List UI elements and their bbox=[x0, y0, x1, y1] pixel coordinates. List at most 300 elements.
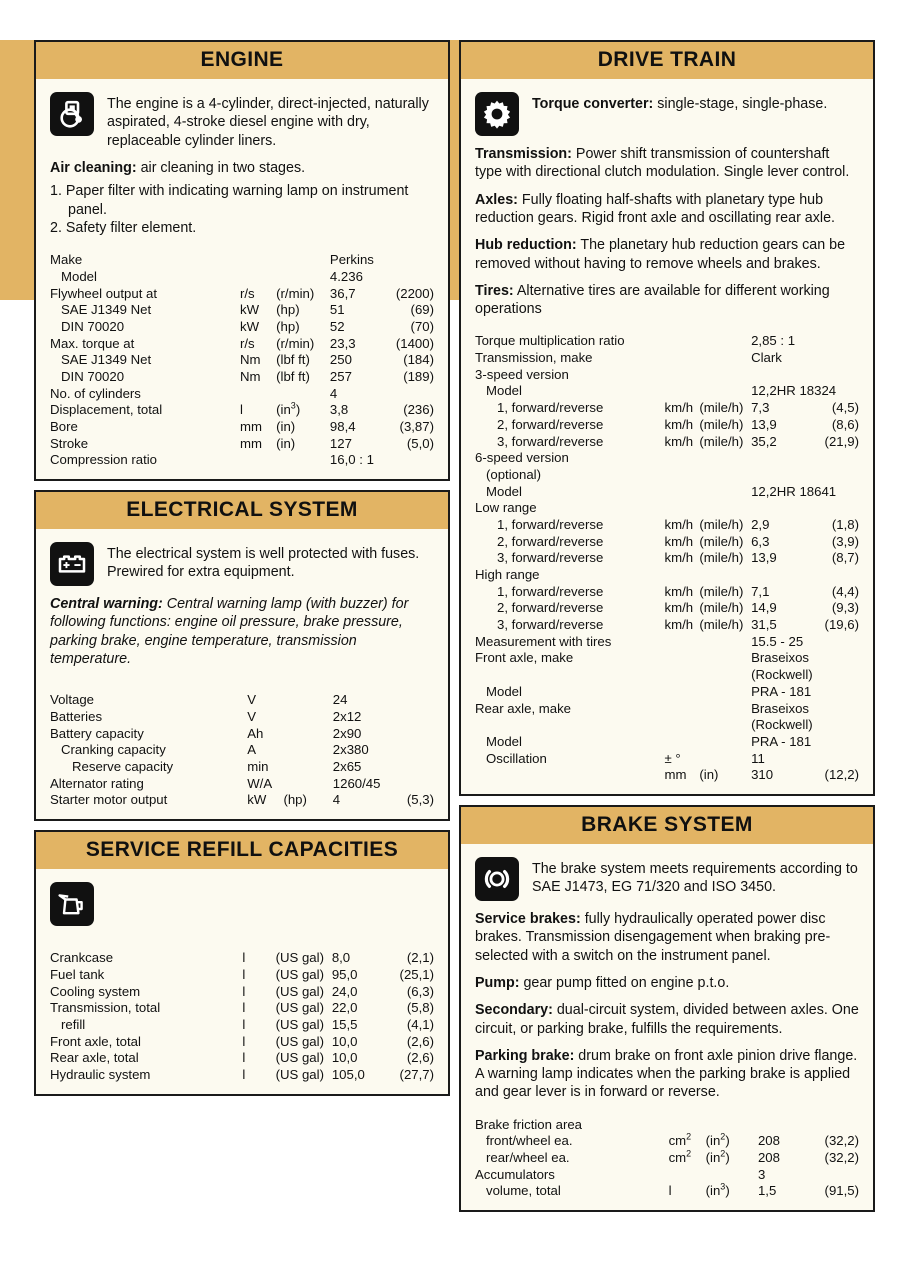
spec-row bbox=[475, 517, 859, 534]
spec-row-unit-metric: kW bbox=[247, 792, 267, 808]
spec-row bbox=[475, 383, 859, 400]
spec-row-value-metric: 6,3 bbox=[751, 533, 770, 549]
service-refill-spec-table bbox=[50, 950, 434, 1084]
spec-row-value-metric: 2x65 bbox=[332, 759, 362, 775]
spec-row bbox=[475, 434, 859, 451]
spec-row bbox=[50, 692, 434, 709]
oil-can-icon bbox=[50, 882, 94, 926]
spec-row-label: Rear axle, total bbox=[50, 1050, 139, 1066]
spec-row-value-metric: 8,0 bbox=[331, 950, 351, 966]
spec-row-label: 6-speed version bbox=[475, 450, 569, 466]
spec-row-unit-metric: $cm^2$ bbox=[668, 1148, 692, 1166]
spec-row bbox=[50, 269, 434, 286]
spec-row-label: No. of cylinders bbox=[50, 385, 141, 401]
spec-row-value-metric: 105,0 bbox=[331, 1066, 365, 1082]
spec-row-unit-imperial: (in) bbox=[699, 767, 719, 783]
spec-row-unit-metric bbox=[665, 634, 700, 651]
spec-row bbox=[50, 452, 434, 469]
spec-row-unit-metric bbox=[665, 467, 700, 484]
spec-row-unit-metric: l bbox=[242, 966, 246, 982]
battery-icon bbox=[50, 542, 94, 586]
spec-row-value-metric: 12,2HR 18324 bbox=[751, 383, 837, 399]
spec-row-label: Model bbox=[61, 268, 97, 284]
spec-row bbox=[475, 701, 859, 718]
spec-row-label: Front axle, make bbox=[475, 650, 574, 666]
spec-row-value-metric: 257 bbox=[329, 368, 352, 384]
spec-row bbox=[50, 776, 434, 793]
spec-row-label: 3-speed version bbox=[475, 366, 569, 382]
spec-row-value-metric: Braseixos bbox=[751, 650, 809, 666]
panel-drive-train bbox=[459, 40, 875, 796]
spec-row-value-metric: Clark bbox=[751, 350, 782, 366]
spec-row-value-imperial bbox=[813, 650, 859, 667]
spec-row-value-imperial: (32,2) bbox=[824, 1150, 859, 1166]
spec-row-unit-imperial bbox=[699, 751, 751, 768]
spec-row-value-metric: 51 bbox=[329, 302, 345, 318]
spec-row-unit-metric bbox=[665, 383, 700, 400]
spec-row-value-imperial bbox=[382, 269, 434, 286]
paragraph-label: Hub reduction: bbox=[475, 237, 577, 254]
spec-row-value-imperial: (19,6) bbox=[824, 617, 859, 633]
spec-row-unit-metric: Ah bbox=[247, 725, 264, 741]
paragraph-text: Fully floating half-shafts with planetary type hub reduction gears. Rigid front axle and oscillating rear axle. bbox=[475, 191, 835, 226]
spec-row-value-metric: 10,0 bbox=[331, 1033, 358, 1049]
spec-row-unit-metric bbox=[665, 333, 700, 350]
spec-row bbox=[475, 667, 859, 684]
spec-row-unit-imperial bbox=[699, 634, 751, 651]
spec-row-unit-metric bbox=[669, 1167, 706, 1184]
spec-row-unit-imperial bbox=[706, 1117, 758, 1134]
panel-title-brake-system: BRAKE SYSTEM bbox=[461, 807, 873, 844]
air-cleaning-text: air cleaning in two stages. bbox=[136, 159, 306, 176]
spec-row-value-imperial: (8,7) bbox=[831, 550, 859, 566]
spec-row-label: Make bbox=[50, 252, 83, 268]
spec-row-value-imperial: (3,9) bbox=[831, 533, 859, 549]
spec-row-label: Hydraulic system bbox=[50, 1066, 151, 1082]
spec-row-unit-metric: km/h bbox=[664, 433, 694, 449]
spec-row bbox=[475, 1150, 859, 1167]
spec-row bbox=[475, 484, 859, 501]
spec-row-unit-metric: V bbox=[247, 708, 257, 724]
spec-row-value-imperial: (5,8) bbox=[406, 1000, 434, 1016]
spec-row-unit-metric bbox=[665, 500, 700, 517]
labelled-paragraph bbox=[475, 974, 859, 992]
spec-row bbox=[475, 584, 859, 601]
panel-body-electrical-system bbox=[36, 529, 448, 819]
spec-row-unit-metric: km/h bbox=[664, 416, 694, 432]
spec-row-value-metric: 15.5 - 25 bbox=[751, 633, 804, 649]
spec-row-unit-metric bbox=[665, 350, 700, 367]
spec-row bbox=[475, 417, 859, 434]
labelled-paragraph bbox=[475, 145, 859, 182]
spec-row-unit-imperial: (in) bbox=[276, 435, 296, 451]
spec-row-unit-metric bbox=[665, 701, 700, 718]
spec-row-unit-metric: km/h bbox=[664, 516, 694, 532]
spec-row-unit-imperial: (mile/h) bbox=[699, 400, 744, 416]
spec-row bbox=[50, 302, 434, 319]
spec-row-value-imperial bbox=[385, 776, 434, 793]
spec-row bbox=[475, 567, 859, 584]
spec-row-value-metric: 16,0 : 1 bbox=[329, 452, 374, 468]
spec-row-unit-metric: min bbox=[247, 759, 269, 775]
spec-row-unit-imperial: (lbf ft) bbox=[276, 352, 310, 368]
spec-row-value-imperial: (69) bbox=[410, 302, 434, 318]
panel-title-service-refill-capacities: SERVICE REFILL CAPACITIES bbox=[36, 832, 448, 869]
spec-row-unit-metric: l bbox=[239, 402, 243, 418]
spec-row-value-metric: 3,8 bbox=[329, 402, 349, 418]
spec-row-value-imperial: (5,3) bbox=[406, 792, 434, 808]
spec-row-value-metric: 4 bbox=[329, 385, 338, 401]
spec-row-label: Voltage bbox=[50, 692, 94, 708]
spec-row-unit-metric: r/s bbox=[239, 285, 255, 301]
spec-row-value-imperial bbox=[382, 386, 434, 403]
paragraph-text: gear pump fitted on engine p.t.o. bbox=[519, 974, 730, 991]
panel-body-engine bbox=[36, 79, 448, 479]
spec-row-unit-imperial bbox=[699, 484, 751, 501]
spec-row-label: DIN 70020 bbox=[61, 318, 125, 334]
spec-row-value-metric: 24 bbox=[332, 692, 348, 708]
spec-row-value-metric: (Rockwell) bbox=[751, 717, 813, 733]
spec-row-value-imperial bbox=[813, 667, 859, 684]
spec-row-label: (optional) bbox=[486, 466, 541, 482]
spec-row-value-metric: 95,0 bbox=[331, 966, 358, 982]
spec-row-unit-imperial bbox=[283, 692, 332, 709]
paragraph-text: Alternative tires are available for different working operations bbox=[475, 282, 830, 318]
spec-row-value-imperial: (91,5) bbox=[824, 1183, 859, 1199]
panel-title-drive-train: DRIVE TRAIN bbox=[461, 42, 873, 79]
spec-row-label: Brake friction area bbox=[475, 1116, 583, 1132]
engine-air-cleaning-list bbox=[50, 182, 434, 237]
spec-row-value-imperial: (236) bbox=[403, 402, 434, 418]
spec-row-unit-metric: km/h bbox=[664, 550, 694, 566]
spec-row-label: Transmission, total bbox=[50, 1000, 161, 1016]
spec-row-unit-metric bbox=[240, 252, 276, 269]
spec-row-value-metric: 3 bbox=[757, 1166, 766, 1182]
spec-row-label: 2, forward/reverse bbox=[497, 416, 604, 432]
spec-row-value-imperial: (4,4) bbox=[831, 583, 859, 599]
spec-row bbox=[475, 600, 859, 617]
labelled-paragraph bbox=[475, 236, 859, 273]
spec-row-label: Torque multiplication ratio bbox=[475, 333, 625, 349]
spec-row-label: Model bbox=[486, 383, 522, 399]
spec-row-value-metric: Perkins bbox=[329, 252, 374, 268]
spec-row-unit-imperial bbox=[699, 350, 751, 367]
labelled-paragraph bbox=[475, 191, 859, 228]
spec-row-label bbox=[475, 717, 665, 734]
engine-intro-block bbox=[50, 92, 434, 150]
spec-row-unit-metric: km/h bbox=[664, 600, 694, 616]
spec-row-value-metric: 2x380 bbox=[332, 742, 369, 758]
spec-row-value-metric: 98,4 bbox=[329, 419, 356, 434]
spec-row-unit-imperial: (US gal) bbox=[275, 1016, 324, 1032]
spec-row-unit-imperial bbox=[699, 500, 751, 517]
spec-row-label: Accumulators bbox=[475, 1166, 555, 1182]
spec-row-unit-imperial bbox=[699, 684, 751, 701]
spec-row-value-imperial bbox=[382, 252, 434, 269]
spec-row-label: Transmission, make bbox=[475, 350, 593, 366]
spec-row-label: Starter motor output bbox=[50, 792, 168, 808]
spec-row-label: Cooling system bbox=[50, 983, 141, 999]
spec-row-unit-imperial bbox=[699, 467, 751, 484]
spec-row bbox=[50, 352, 434, 369]
spec-row bbox=[475, 1167, 859, 1184]
spec-row-label: SAE J1349 Net bbox=[61, 352, 152, 368]
spec-row-value-metric: 10,0 bbox=[331, 1050, 358, 1066]
spec-row bbox=[475, 350, 859, 367]
spec-row-value-metric: 127 bbox=[329, 435, 352, 451]
spec-row-unit-imperial bbox=[706, 1167, 758, 1184]
list-item: 2. Safety filter element. bbox=[50, 219, 197, 236]
spec-row-value-metric: 2x90 bbox=[332, 725, 362, 741]
engine-spec-table bbox=[50, 252, 434, 469]
spec-row bbox=[475, 717, 859, 734]
paragraph-label: Tires: bbox=[475, 282, 514, 299]
spec-row-value-imperial bbox=[385, 742, 434, 759]
spec-row-label: Front axle, total bbox=[50, 1033, 141, 1049]
spec-row-unit-imperial: $(in^2)$ bbox=[705, 1148, 730, 1166]
spec-row-value-metric: 4 bbox=[332, 792, 341, 808]
service-intro-block bbox=[50, 882, 434, 926]
spec-row-unit-metric bbox=[665, 684, 700, 701]
left-column bbox=[34, 40, 450, 1096]
brake-spec-table bbox=[475, 1117, 859, 1200]
spec-row-unit-imperial: (US gal) bbox=[275, 1000, 324, 1016]
spec-row-unit-metric: Nm bbox=[239, 352, 261, 368]
spec-row-unit-imperial bbox=[283, 759, 332, 776]
spec-row-value-imperial bbox=[813, 751, 859, 768]
spec-row-value-metric: Braseixos bbox=[751, 700, 809, 716]
spec-row-value-imperial bbox=[813, 500, 859, 517]
brake-paragraphs bbox=[475, 910, 859, 1102]
list-item: 1. Paper filter with indicating warning lamp on instrument panel. bbox=[50, 183, 409, 218]
spec-row-label: Alternator rating bbox=[50, 775, 144, 791]
spec-row-value-imperial: (1400) bbox=[395, 335, 434, 351]
spec-row-value-imperial: (21,9) bbox=[824, 433, 859, 449]
spec-row-unit-imperial bbox=[283, 742, 332, 759]
spec-row-unit-metric bbox=[665, 567, 700, 584]
paragraph-label: Service brakes: bbox=[475, 911, 581, 928]
spec-row-unit-metric: $cm^2$ bbox=[668, 1132, 692, 1149]
spec-row-label: volume, total bbox=[486, 1183, 561, 1199]
two-column-layout bbox=[34, 40, 875, 1252]
spec-row-label bbox=[475, 667, 665, 684]
engine-piston-icon bbox=[50, 92, 94, 136]
spec-row-value-imperial: (9,3) bbox=[831, 600, 859, 616]
spec-row-unit-imperial: (US gal) bbox=[275, 1050, 324, 1066]
brake-intro-text: The brake system meets requirements according to SAE J1473, EG 71/320 and ISO 3450. bbox=[532, 861, 858, 896]
spec-row-value-imperial: (3,87) bbox=[399, 419, 434, 434]
spec-row-unit-metric bbox=[665, 667, 700, 684]
spec-row-unit-imperial bbox=[276, 452, 330, 469]
spec-row-unit-metric: l bbox=[668, 1183, 672, 1199]
spec-row-label: Rear axle, make bbox=[475, 700, 572, 716]
spec-row-unit-imperial bbox=[699, 734, 751, 751]
panel-body-brake-system bbox=[461, 844, 873, 1210]
spec-row bbox=[50, 742, 434, 759]
spec-row bbox=[475, 333, 859, 350]
spec-row-unit-metric bbox=[669, 1117, 706, 1134]
drivetrain-intro-block bbox=[475, 92, 859, 136]
spec-row-value-metric: 11 bbox=[751, 750, 765, 766]
spec-row-unit-metric bbox=[665, 734, 700, 751]
spec-row bbox=[50, 759, 434, 776]
brake-intro-block bbox=[475, 857, 859, 901]
spec-row bbox=[50, 1017, 434, 1034]
spec-row-value-imperial bbox=[813, 350, 859, 367]
spec-row-unit-metric: kW bbox=[239, 318, 260, 334]
panel-title-engine: ENGINE bbox=[36, 42, 448, 79]
spec-row-label: 3, forward/reverse bbox=[497, 617, 604, 633]
spec-row bbox=[475, 1117, 859, 1134]
spec-row-value-imperial bbox=[385, 709, 434, 726]
spec-row-value-imperial bbox=[813, 717, 859, 734]
spec-row-unit-imperial: (hp) bbox=[276, 302, 300, 318]
spec-row bbox=[475, 1183, 859, 1200]
spec-row-unit-metric: A bbox=[247, 742, 257, 758]
spec-row bbox=[475, 550, 859, 567]
spec-row-label: 1, forward/reverse bbox=[497, 400, 604, 416]
spec-row-unit-imperial bbox=[283, 726, 332, 743]
air-cleaning-label: Air cleaning: bbox=[50, 159, 137, 176]
spec-row-label: Model bbox=[486, 733, 522, 749]
spec-row-label: Battery capacity bbox=[50, 725, 144, 741]
spec-row-value-imperial: (184) bbox=[403, 352, 434, 368]
spec-row-unit-metric: km/h bbox=[664, 400, 694, 416]
engine-air-cleaning bbox=[50, 159, 434, 177]
spec-row bbox=[475, 767, 859, 784]
spec-row bbox=[475, 534, 859, 551]
paragraph-text: The planetary hub reduction gears can be removed without having to remove wheels and brakes. bbox=[475, 237, 846, 272]
drivetrain-intro-text bbox=[532, 92, 827, 113]
spec-row-value-imperial: (12,2) bbox=[824, 767, 859, 783]
spec-row bbox=[475, 650, 859, 667]
gear-icon bbox=[475, 92, 519, 136]
spec-row-unit-imperial: $(in^3)$ bbox=[705, 1182, 730, 1199]
spec-row bbox=[50, 286, 434, 303]
spec-row-value-metric: 7,1 bbox=[751, 583, 770, 599]
panel-brake-system bbox=[459, 805, 875, 1212]
spec-row-label: refill bbox=[61, 1016, 86, 1032]
spec-row bbox=[50, 386, 434, 403]
spec-row-value-metric: 12,2HR 18641 bbox=[751, 483, 837, 499]
paragraph-text: Power shift transmission of countershaft type with directional clutch modulation. Single lever control. bbox=[475, 146, 850, 181]
spec-row-unit-imperial bbox=[699, 717, 751, 734]
electrical-spec-table bbox=[50, 692, 434, 809]
spec-row bbox=[475, 617, 859, 634]
spec-row bbox=[50, 1050, 434, 1067]
spec-row-value-metric: 208 bbox=[757, 1150, 780, 1166]
spec-row-unit-metric bbox=[665, 484, 700, 501]
panel-body-service-refill-capacities bbox=[36, 869, 448, 1094]
spec-row bbox=[50, 967, 434, 984]
spec-row-unit-imperial: (hp) bbox=[283, 792, 307, 808]
spec-row-value-imperial bbox=[385, 692, 434, 709]
spec-row bbox=[50, 726, 434, 743]
spec-row-label: Low range bbox=[475, 500, 537, 516]
spec-row-unit-imperial bbox=[283, 776, 332, 793]
spec-row bbox=[50, 984, 434, 1001]
spec-row-unit-metric: mm bbox=[239, 435, 262, 451]
central-warning-label: Central warning: bbox=[50, 596, 163, 613]
spec-row-label: Compression ratio bbox=[50, 452, 158, 468]
spec-row bbox=[50, 319, 434, 336]
spec-row-unit-metric: l bbox=[242, 1050, 246, 1066]
spec-row-value-imperial: (8,6) bbox=[831, 416, 859, 432]
spec-row-value-metric: 2x12 bbox=[332, 708, 362, 724]
spec-row bbox=[475, 367, 859, 384]
spec-row-label: Max. torque at bbox=[50, 335, 135, 351]
spec-row-unit-imperial: (mile/h) bbox=[699, 600, 744, 616]
spec-row-label: Reserve capacity bbox=[72, 759, 174, 775]
spec-row bbox=[50, 369, 434, 386]
spec-row-value-imperial: (27,7) bbox=[399, 1066, 434, 1082]
spec-row-value-metric: PRA - 181 bbox=[751, 733, 812, 749]
spec-row-value-imperial bbox=[813, 333, 859, 350]
spec-row-unit-metric: l bbox=[242, 1016, 246, 1032]
spec-row-label: Batteries bbox=[50, 708, 103, 724]
spec-row bbox=[50, 1034, 434, 1051]
spec-row bbox=[50, 402, 434, 419]
spec-row-label: High range bbox=[475, 567, 540, 583]
spec-row-unit-imperial: (mile/h) bbox=[699, 617, 744, 633]
spec-row bbox=[475, 734, 859, 751]
spec-row-label: Fuel tank bbox=[50, 966, 105, 982]
electrical-intro-text: The electrical system is well protected with fuses. Prewired for extra equipment. bbox=[107, 546, 420, 581]
paragraph-label: Pump: bbox=[475, 974, 520, 991]
spec-row-value-metric bbox=[751, 500, 813, 517]
spec-row-value-imperial: (5,0) bbox=[406, 435, 434, 451]
page-margin-white-top bbox=[0, 0, 909, 40]
spec-row-label: Cranking capacity bbox=[61, 742, 166, 758]
spec-row-label: Model bbox=[486, 683, 522, 699]
spec-row-value-metric: 24,0 bbox=[331, 983, 358, 999]
spec-row-label: Flywheel output at bbox=[50, 285, 158, 301]
spec-row-unit-metric: l bbox=[242, 1033, 246, 1049]
spec-row-unit-metric: l bbox=[242, 1000, 246, 1016]
spec-row-unit-metric bbox=[240, 269, 276, 286]
spec-row-label: 2, forward/reverse bbox=[497, 600, 604, 616]
spec-row-label: 3, forward/reverse bbox=[497, 433, 604, 449]
spec-row bbox=[475, 467, 859, 484]
spec-row-unit-imperial: (US gal) bbox=[275, 983, 324, 999]
spec-row-value-imperial: (32,2) bbox=[824, 1133, 859, 1149]
spec-row-unit-metric bbox=[240, 452, 276, 469]
spec-row-value-imperial: (25,1) bbox=[399, 966, 434, 982]
spec-row bbox=[475, 684, 859, 701]
spec-row-unit-imperial: $(in^2)$ bbox=[705, 1132, 730, 1149]
spec-row-value-imperial: (189) bbox=[403, 368, 434, 384]
panel-title-electrical-system: ELECTRICAL SYSTEM bbox=[36, 492, 448, 529]
spec-row bbox=[475, 500, 859, 517]
spec-row bbox=[50, 792, 434, 809]
spec-row-value-metric: (Rockwell) bbox=[751, 667, 813, 683]
torque-converter-label: Torque converter: bbox=[532, 96, 654, 113]
spec-row bbox=[50, 1000, 434, 1017]
spec-row-value-imperial: (4,1) bbox=[406, 1016, 434, 1032]
spec-row-value-imperial bbox=[385, 726, 434, 743]
spec-row-unit-imperial: (US gal) bbox=[275, 1066, 324, 1082]
spec-row-value-metric: 4.236 bbox=[329, 268, 363, 284]
spec-row bbox=[50, 336, 434, 353]
spec-row-value-metric: 250 bbox=[329, 352, 352, 368]
spec-row-value-metric: PRA - 181 bbox=[751, 683, 812, 699]
spec-row-label: rear/wheel ea. bbox=[486, 1150, 570, 1166]
spec-row-unit-imperial: (US gal) bbox=[275, 966, 324, 982]
spec-row-unit-imperial bbox=[699, 383, 751, 400]
labelled-paragraph bbox=[475, 282, 859, 319]
spec-row-unit-imperial: (mile/h) bbox=[699, 416, 744, 432]
spec-row-value-metric: 13,9 bbox=[751, 550, 777, 566]
